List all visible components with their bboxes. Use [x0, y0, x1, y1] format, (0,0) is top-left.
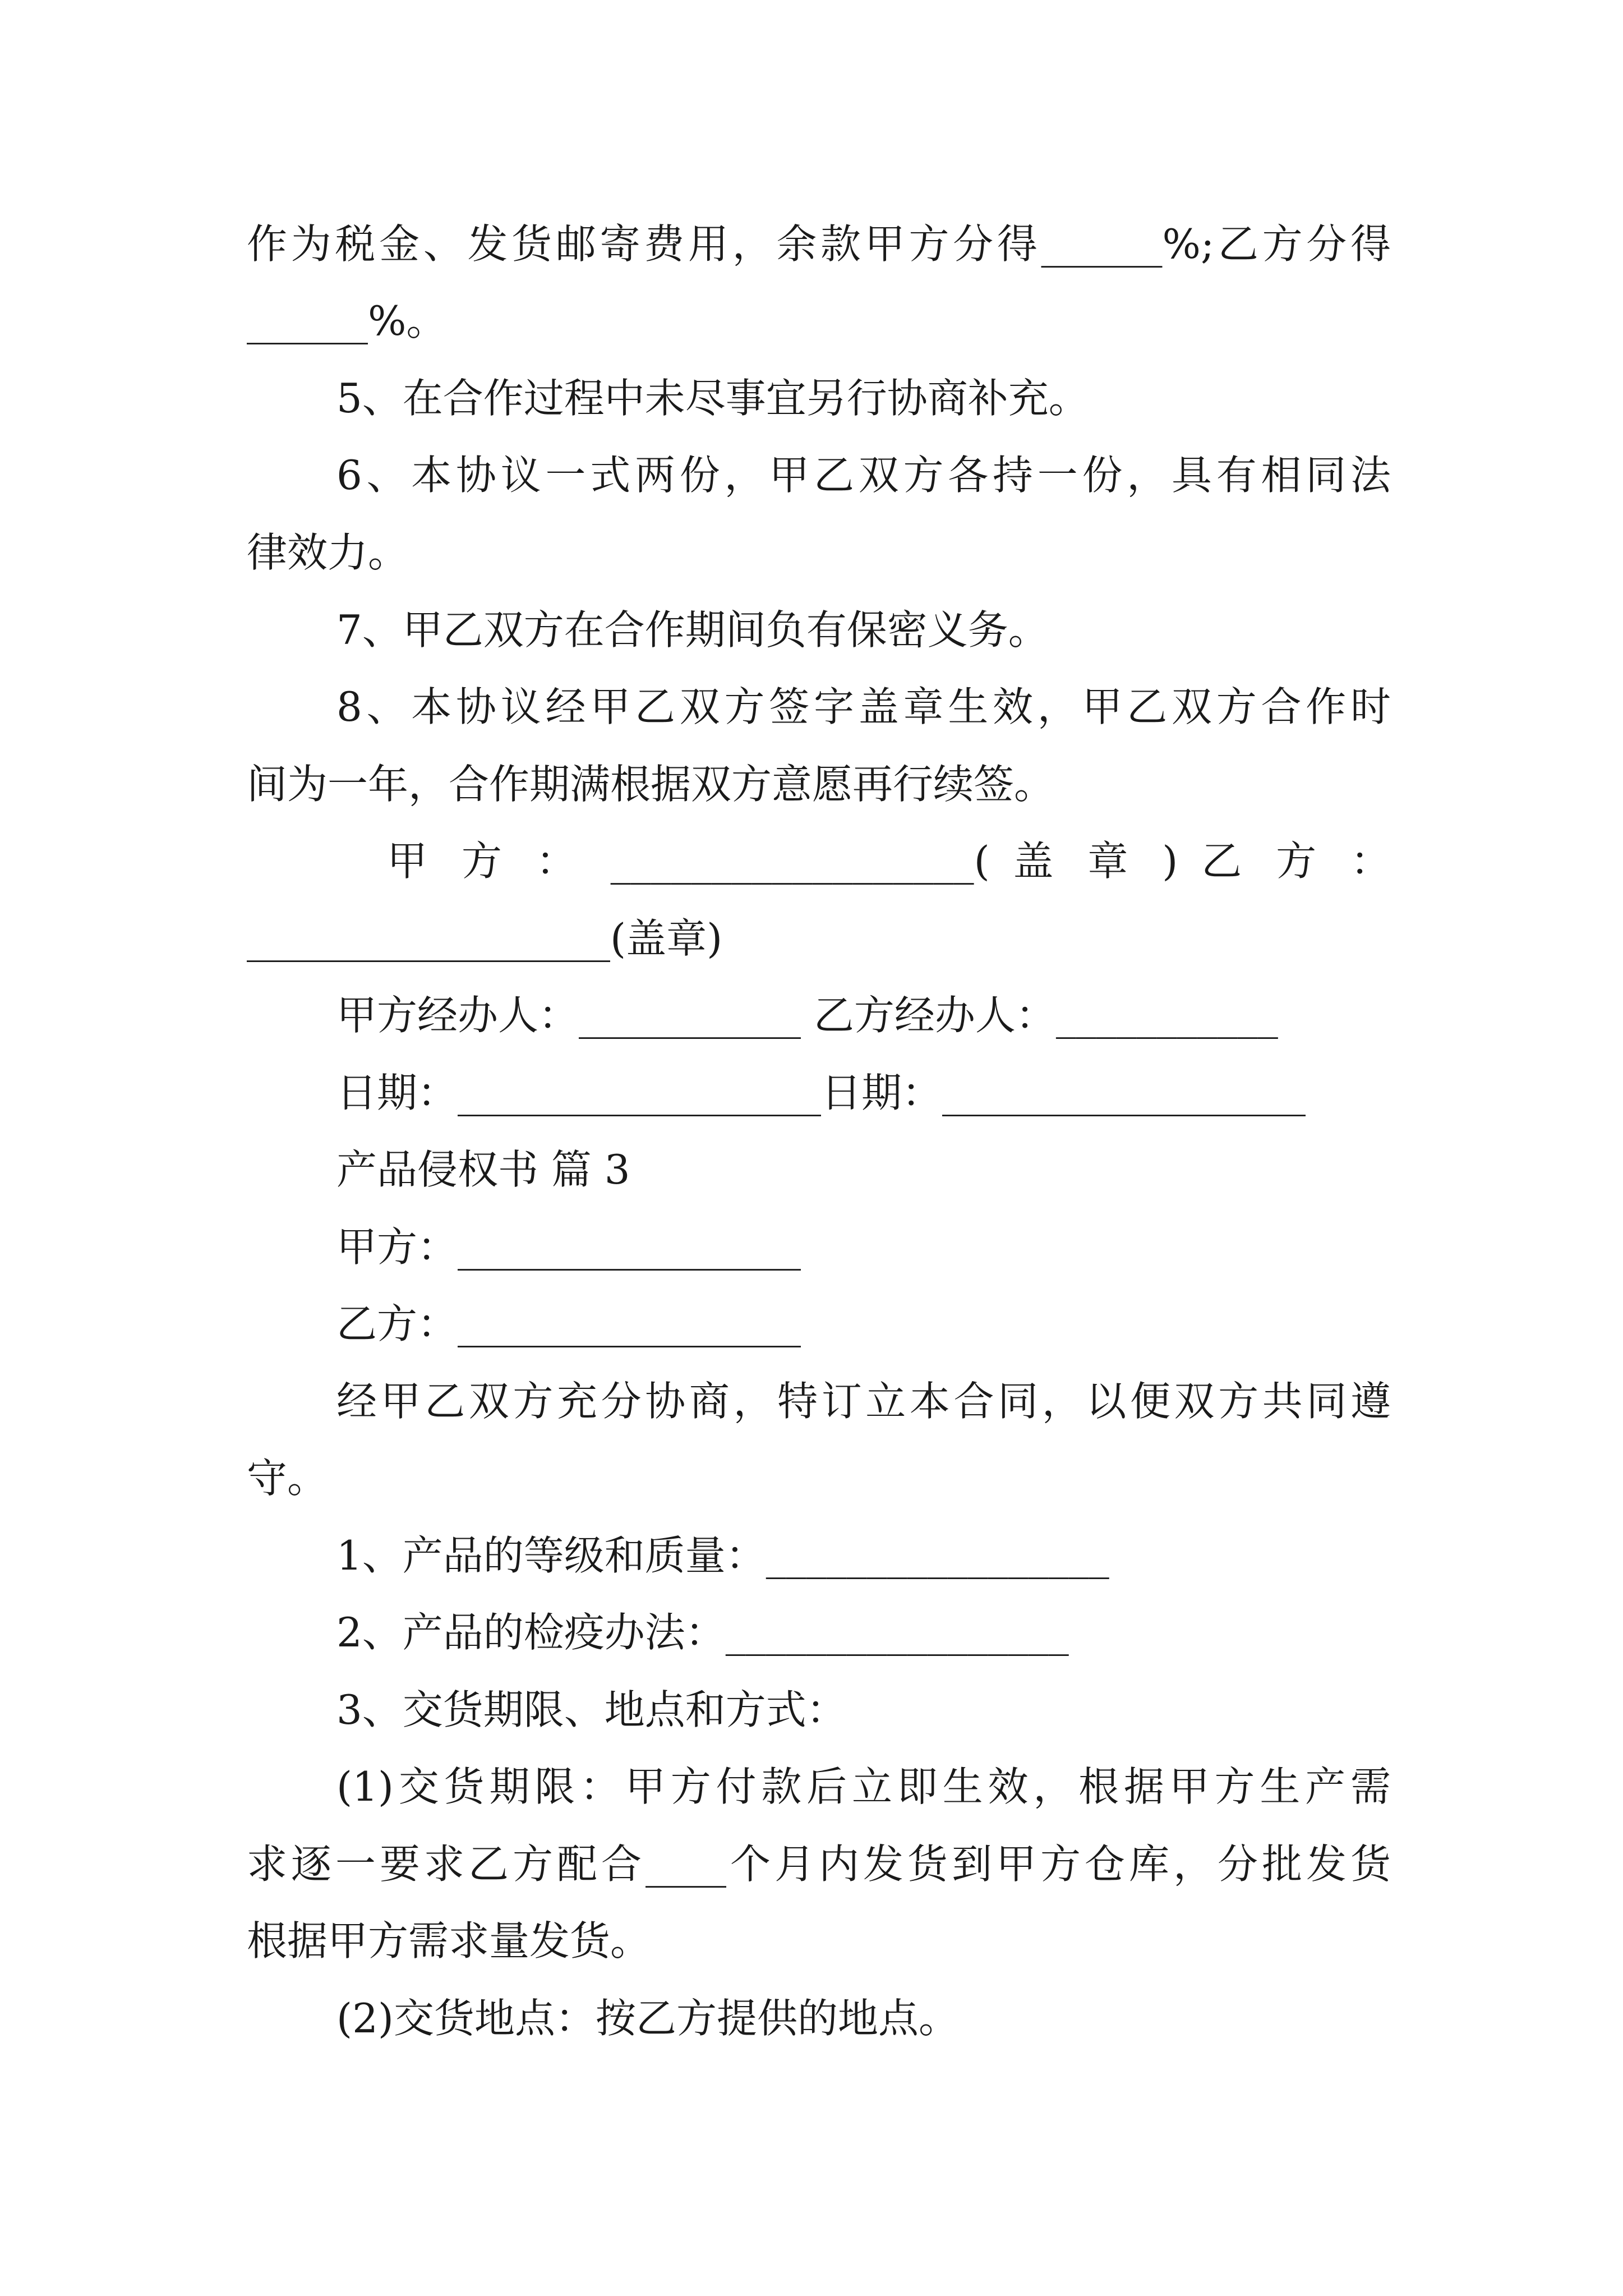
signature-parties-line-2: __________________(盖章)	[247, 915, 723, 962]
preamble-line-1: 经甲乙双方充分协商，特订立本合同，以便双方共同遵	[336, 1378, 1391, 1425]
agents-line: 甲方经办人：___________ 乙方经办人：___________	[336, 992, 1278, 1039]
party-b-line: 乙方：_________________	[336, 1300, 801, 1347]
dates-line: 日期：__________________日期：__________________	[336, 1069, 1306, 1116]
party-a-line: 甲方：_________________	[336, 1223, 801, 1271]
clause-2-inspection: 2、产品的检疫办法：_________________	[336, 1609, 1069, 1656]
clause-3-1-line-1: (1)交货期限：甲方付款后立即生效，根据甲方生产需	[336, 1763, 1391, 1810]
preamble-line-2: 守。	[247, 1455, 328, 1502]
paragraph-line-2: ______%。	[247, 297, 447, 344]
clause-8-line-2: 间为一年，合作期满根据双方意愿再行续签。	[247, 761, 1055, 808]
paragraph-line-1: 作为税金、发货邮寄费用，余款甲方分得______%;乙方分得	[247, 220, 1391, 268]
clause-6-line-1: 6、本协议一式两份，甲乙双方各持一份，具有相同法	[336, 452, 1391, 499]
clause-5: 5、在合作过程中未尽事宜另行协商补充。	[336, 375, 1089, 422]
clause-3-1-line-2: 求逐一要求乙方配合____个月内发货到甲方仓库，分批发货	[247, 1841, 1391, 1888]
signature-parties-line-1: 甲 方 ： __________________( 盖 章 ) 乙 方 ：	[387, 838, 1391, 885]
clause-6-line-2: 律效力。	[247, 529, 409, 576]
clause-8-line-1: 8、本协议经甲乙双方签字盖章生效，甲乙双方合作时	[336, 683, 1391, 730]
clause-7: 7、甲乙双方在合作期间负有保密义务。	[336, 606, 1049, 654]
clause-3-1-line-3: 根据甲方需求量发货。	[247, 1917, 651, 1964]
section-title: 产品侵权书 篇 3	[336, 1146, 630, 1193]
clause-1-grade-quality: 1、产品的等级和质量：_________________	[336, 1532, 1109, 1579]
clause-3-delivery: 3、交货期限、地点和方式：	[336, 1686, 847, 1733]
clause-3-2: (2)交货地点：按乙方提供的地点。	[336, 1995, 959, 2042]
